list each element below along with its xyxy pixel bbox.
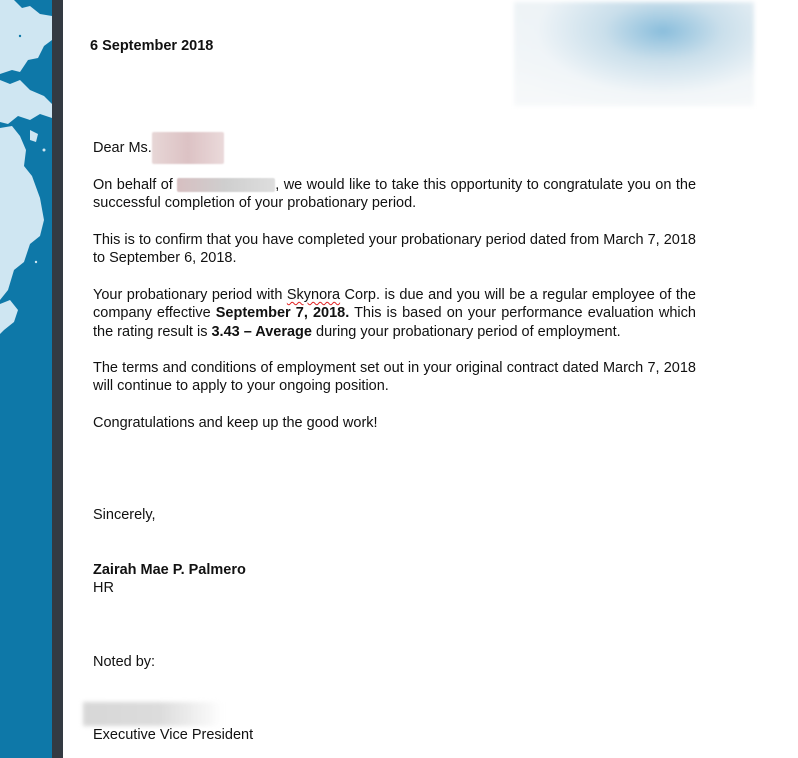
p3-a: Your probationary period with	[93, 287, 287, 303]
rating-result: 3.43 – Average	[211, 323, 312, 340]
p3-b: Corp. is due and you will be a regular employee of the company effective	[93, 287, 696, 322]
paragraph-congratulation	[93, 176, 696, 213]
salutation	[93, 132, 696, 164]
p1-start: On behalf of	[93, 177, 173, 193]
sidebar-divider	[52, 0, 63, 758]
signatory-title: HR	[93, 580, 114, 596]
signatory-name: Zairah Mae P. Palmero	[93, 562, 246, 578]
paragraph-terms	[93, 359, 696, 396]
p1-end: , we would like to take this opportunity to congratulate you on the successful completion of your probationary period.	[93, 177, 697, 212]
company-name-spellcheck: Skynora	[286, 287, 341, 303]
noter-name-redacted	[83, 702, 223, 726]
paragraph-confirmation	[93, 231, 696, 268]
letter-date: 6 September 2018	[90, 38, 214, 54]
effective-date: September 7, 2018.	[215, 305, 350, 322]
decorative-sidebar	[0, 0, 52, 758]
p3-d: during your probationary period of employment.	[311, 323, 621, 340]
noted-by-label: Noted by:	[93, 654, 156, 670]
company-logo-redacted	[514, 2, 754, 106]
paragraph-closing-note	[93, 414, 696, 432]
p3-c: This is based on your performance evaluation which the rating result is	[93, 305, 696, 340]
p4: The terms and conditions of employment set out in your original contract dated March 7, 2018 will continue to apply to your ongoing position.	[93, 360, 696, 395]
salutation-prefix: Dear Ms.	[93, 139, 152, 156]
world-map-graphic	[0, 0, 52, 758]
noter-title: Executive Vice President	[93, 727, 254, 743]
recipient-name-redacted	[152, 132, 224, 164]
letter-body	[93, 132, 696, 164]
paragraph-regularization	[93, 286, 696, 341]
p5: Congratulations and keep up the good work!	[93, 415, 378, 431]
closing: Sincerely,	[93, 507, 156, 523]
p2: This is to confirm that you have completed your probationary period dated from March 7, 2018 to September 6, 2018.	[93, 232, 696, 267]
company-name-redacted	[177, 178, 275, 192]
